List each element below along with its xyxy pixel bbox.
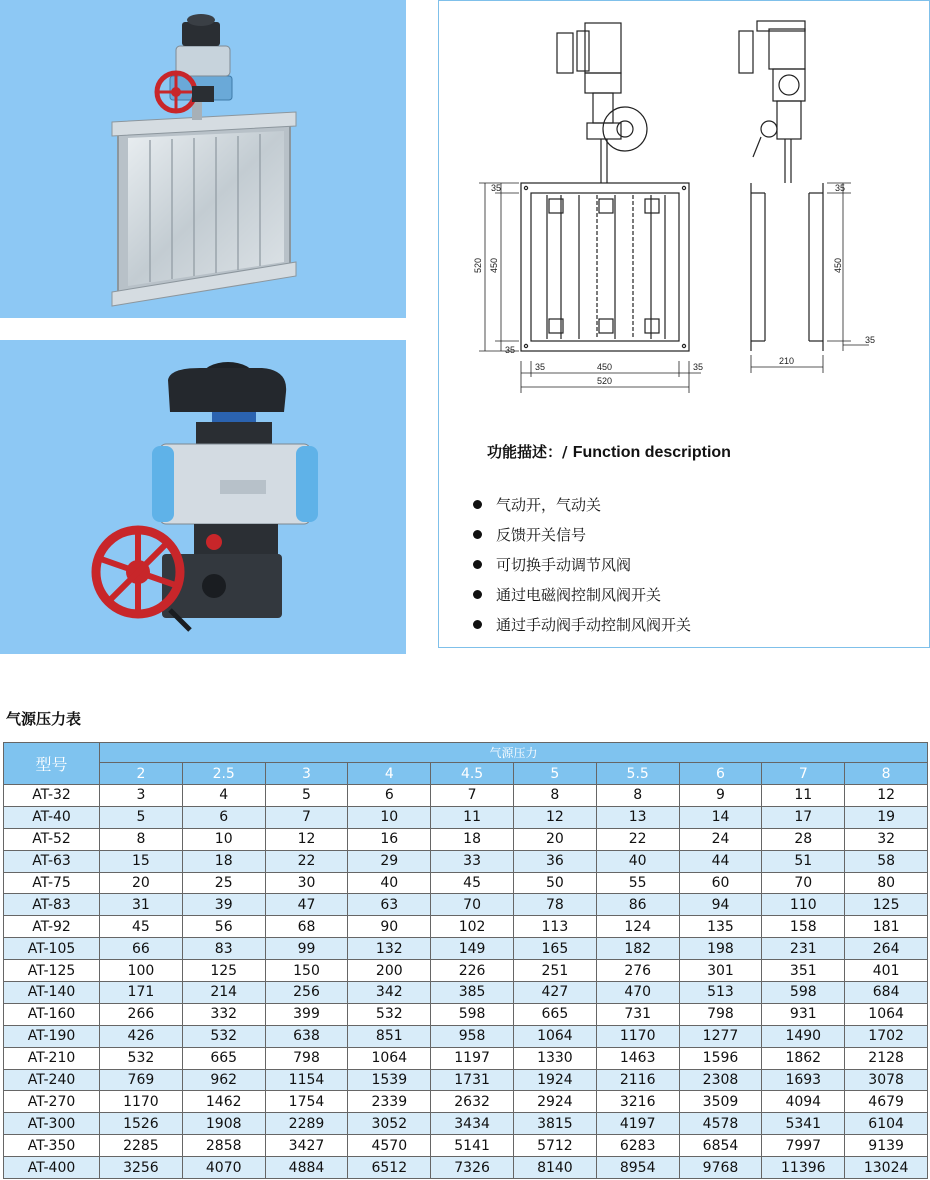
torque-cell: 55 [596, 872, 679, 894]
torque-cell: 110 [762, 894, 845, 916]
side-dimension-lines [751, 183, 869, 373]
torque-cell: 266 [100, 1003, 183, 1025]
pressure-column-header: 2 [100, 763, 183, 785]
torque-cell: 6283 [596, 1135, 679, 1157]
torque-cell: 56 [182, 916, 265, 938]
torque-cell: 3052 [348, 1113, 431, 1135]
torque-cell: 470 [596, 982, 679, 1004]
torque-cell: 4570 [348, 1135, 431, 1157]
torque-cell: 1064 [348, 1047, 431, 1069]
torque-cell: 158 [762, 916, 845, 938]
damper-illustration [0, 0, 406, 318]
torque-cell: 3216 [596, 1091, 679, 1113]
torque-cell: 47 [265, 894, 348, 916]
torque-cell: 5712 [513, 1135, 596, 1157]
dim-front-left-flange: 35 [535, 362, 546, 372]
torque-cell: 1731 [431, 1069, 514, 1091]
torque-cell: 8 [513, 785, 596, 807]
torque-cell: 2339 [348, 1091, 431, 1113]
pressure-table-body [4, 785, 928, 1179]
torque-cell: 532 [348, 1003, 431, 1025]
dim-front-inner-width: 450 [597, 362, 613, 372]
bullet-icon [473, 590, 482, 599]
torque-cell: 931 [762, 1003, 845, 1025]
torque-cell: 19 [845, 806, 928, 828]
torque-cell: 276 [596, 960, 679, 982]
torque-cell: 113 [513, 916, 596, 938]
torque-cell: 9768 [679, 1157, 762, 1179]
torque-cell: 125 [845, 894, 928, 916]
torque-cell: 401 [845, 960, 928, 982]
torque-cell: 231 [762, 938, 845, 960]
pressure-column-header: 2.5 [182, 763, 265, 785]
torque-cell: 1170 [100, 1091, 183, 1113]
bullet-icon [473, 530, 482, 539]
torque-cell: 100 [100, 960, 183, 982]
pressure-column-header: 4.5 [431, 763, 514, 785]
torque-cell: 7326 [431, 1157, 514, 1179]
pressure-column-header: 7 [762, 763, 845, 785]
torque-cell: 6512 [348, 1157, 431, 1179]
dim-side-inner-height: 450 [833, 257, 843, 273]
torque-cell: 32 [845, 828, 928, 850]
torque-cell: 851 [348, 1025, 431, 1047]
function-item [473, 489, 691, 519]
torque-cell: 4679 [845, 1091, 928, 1113]
torque-cell: 8954 [596, 1157, 679, 1179]
pressure-column-header: 5.5 [596, 763, 679, 785]
torque-cell: 15 [100, 850, 183, 872]
model-cell: AT-240 [4, 1069, 100, 1091]
dim-side-depth: 210 [779, 356, 795, 366]
torque-cell: 13 [596, 806, 679, 828]
torque-cell: 2289 [265, 1113, 348, 1135]
torque-cell: 1277 [679, 1025, 762, 1047]
torque-cell: 2128 [845, 1047, 928, 1069]
torque-cell: 1330 [513, 1047, 596, 1069]
torque-cell: 24 [679, 828, 762, 850]
torque-cell: 598 [762, 982, 845, 1004]
torque-cell: 14 [679, 806, 762, 828]
model-cell: AT-92 [4, 916, 100, 938]
dim-side-top-flange: 35 [835, 183, 846, 193]
torque-cell: 684 [845, 982, 928, 1004]
torque-cell: 214 [182, 982, 265, 1004]
torque-cell: 5 [100, 806, 183, 828]
model-cell: AT-270 [4, 1091, 100, 1113]
table-row [4, 828, 928, 850]
torque-cell: 94 [679, 894, 762, 916]
torque-cell: 351 [762, 960, 845, 982]
bullet-icon [473, 500, 482, 509]
front-dimension-lines [479, 183, 704, 393]
torque-cell: 256 [265, 982, 348, 1004]
torque-cell: 70 [762, 872, 845, 894]
torque-cell: 1463 [596, 1047, 679, 1069]
torque-cell: 7 [265, 806, 348, 828]
torque-cell: 12 [845, 785, 928, 807]
torque-cell: 22 [596, 828, 679, 850]
torque-cell: 264 [845, 938, 928, 960]
pressure-column-header: 3 [265, 763, 348, 785]
torque-cell: 798 [265, 1047, 348, 1069]
table-row [4, 850, 928, 872]
torque-cell: 150 [265, 960, 348, 982]
torque-cell: 342 [348, 982, 431, 1004]
model-cell: AT-75 [4, 872, 100, 894]
torque-cell: 4070 [182, 1157, 265, 1179]
torque-cell: 50 [513, 872, 596, 894]
torque-cell: 29 [348, 850, 431, 872]
torque-cell: 3427 [265, 1135, 348, 1157]
torque-cell: 3256 [100, 1157, 183, 1179]
torque-cell: 3509 [679, 1091, 762, 1113]
function-list [473, 489, 691, 639]
table-row [4, 1113, 928, 1135]
torque-cell: 99 [265, 938, 348, 960]
torque-cell: 513 [679, 982, 762, 1004]
torque-cell: 132 [348, 938, 431, 960]
torque-cell: 17 [762, 806, 845, 828]
torque-cell: 7997 [762, 1135, 845, 1157]
torque-cell: 1462 [182, 1091, 265, 1113]
dim-front-bottom-flange: 35 [505, 345, 516, 355]
torque-cell: 33 [431, 850, 514, 872]
torque-cell: 5 [265, 785, 348, 807]
model-cell: AT-125 [4, 960, 100, 982]
torque-cell: 665 [182, 1047, 265, 1069]
torque-cell: 1064 [513, 1025, 596, 1047]
torque-cell: 385 [431, 982, 514, 1004]
torque-cell: 135 [679, 916, 762, 938]
torque-cell: 182 [596, 938, 679, 960]
torque-cell: 3 [100, 785, 183, 807]
torque-cell: 18 [431, 828, 514, 850]
side-view [739, 21, 823, 351]
torque-cell: 4 [182, 785, 265, 807]
dim-front-total-width: 520 [597, 376, 613, 386]
table-row [4, 1091, 928, 1113]
torque-cell: 2285 [100, 1135, 183, 1157]
torque-cell: 962 [182, 1069, 265, 1091]
torque-cell: 4094 [762, 1091, 845, 1113]
model-cell: AT-400 [4, 1157, 100, 1179]
torque-cell: 25 [182, 872, 265, 894]
torque-cell: 44 [679, 850, 762, 872]
pressure-column-header: 5 [513, 763, 596, 785]
torque-cell: 1064 [845, 1003, 928, 1025]
table-row [4, 1003, 928, 1025]
pressure-column-header: 8 [845, 763, 928, 785]
function-item-text: 通过电磁阀控制风阀开关 [496, 585, 662, 604]
table-title: 气源压力表 [6, 710, 82, 728]
torque-cell: 4578 [679, 1113, 762, 1135]
dim-side-bottom-flange: 35 [865, 335, 876, 345]
torque-cell: 301 [679, 960, 762, 982]
model-cell: AT-52 [4, 828, 100, 850]
torque-cell: 532 [182, 1025, 265, 1047]
torque-cell: 6 [348, 785, 431, 807]
function-item [473, 519, 691, 549]
torque-cell: 8140 [513, 1157, 596, 1179]
table-row [4, 1069, 928, 1091]
torque-cell: 39 [182, 894, 265, 916]
pressure-column-header: 6 [679, 763, 762, 785]
pressure-group-header: 气源压力 [100, 743, 928, 763]
table-row [4, 938, 928, 960]
table-row [4, 916, 928, 938]
dim-front-inner-height: 450 [489, 257, 499, 273]
torque-cell: 8 [596, 785, 679, 807]
torque-cell: 1924 [513, 1069, 596, 1091]
torque-cell: 200 [348, 960, 431, 982]
dim-front-right-flange: 35 [693, 362, 704, 372]
table-row [4, 960, 928, 982]
pressure-header-row [4, 763, 928, 785]
function-title-cn: 功能描述：/ [487, 443, 568, 461]
torque-cell: 7 [431, 785, 514, 807]
torque-cell: 798 [679, 1003, 762, 1025]
torque-cell: 10 [348, 806, 431, 828]
torque-cell: 60 [679, 872, 762, 894]
torque-cell: 28 [762, 828, 845, 850]
table-row [4, 1135, 928, 1157]
torque-cell: 598 [431, 1003, 514, 1025]
torque-cell: 1702 [845, 1025, 928, 1047]
model-cell: AT-83 [4, 894, 100, 916]
torque-cell: 2632 [431, 1091, 514, 1113]
torque-cell: 958 [431, 1025, 514, 1047]
torque-cell: 1490 [762, 1025, 845, 1047]
table-row [4, 785, 928, 807]
torque-cell: 78 [513, 894, 596, 916]
torque-cell: 80 [845, 872, 928, 894]
torque-cell: 20 [100, 872, 183, 894]
torque-cell: 6104 [845, 1113, 928, 1135]
air-pressure-table [3, 742, 928, 1179]
dimension-drawing [439, 1, 930, 421]
torque-cell: 12 [265, 828, 348, 850]
damper-photo [0, 0, 406, 318]
torque-cell: 1693 [762, 1069, 845, 1091]
torque-cell: 124 [596, 916, 679, 938]
torque-cell: 86 [596, 894, 679, 916]
torque-cell: 83 [182, 938, 265, 960]
torque-cell: 31 [100, 894, 183, 916]
torque-cell: 198 [679, 938, 762, 960]
torque-cell: 1154 [265, 1069, 348, 1091]
torque-cell: 171 [100, 982, 183, 1004]
torque-cell: 68 [265, 916, 348, 938]
torque-cell: 251 [513, 960, 596, 982]
torque-cell: 16 [348, 828, 431, 850]
torque-cell: 9 [679, 785, 762, 807]
torque-cell: 8 [100, 828, 183, 850]
torque-cell: 1908 [182, 1113, 265, 1135]
torque-cell: 58 [845, 850, 928, 872]
model-cell: AT-210 [4, 1047, 100, 1069]
bullet-icon [473, 620, 482, 629]
torque-cell: 5141 [431, 1135, 514, 1157]
torque-cell: 3815 [513, 1113, 596, 1135]
function-title-en: Function description [572, 444, 731, 461]
torque-cell: 2308 [679, 1069, 762, 1091]
torque-cell: 63 [348, 894, 431, 916]
torque-cell: 5341 [762, 1113, 845, 1135]
technical-drawing-panel [438, 0, 930, 648]
dim-front-top-flange: 35 [491, 183, 502, 193]
torque-cell: 1170 [596, 1025, 679, 1047]
torque-cell: 2924 [513, 1091, 596, 1113]
torque-cell: 769 [100, 1069, 183, 1091]
torque-cell: 4884 [265, 1157, 348, 1179]
torque-cell: 332 [182, 1003, 265, 1025]
torque-cell: 11396 [762, 1157, 845, 1179]
torque-cell: 399 [265, 1003, 348, 1025]
table-row [4, 1047, 928, 1069]
model-cell: AT-105 [4, 938, 100, 960]
table-row [4, 1157, 928, 1179]
table-row [4, 894, 928, 916]
torque-cell: 12 [513, 806, 596, 828]
model-cell: AT-40 [4, 806, 100, 828]
torque-cell: 731 [596, 1003, 679, 1025]
torque-cell: 1197 [431, 1047, 514, 1069]
actuator-photo [0, 340, 406, 654]
model-cell: AT-32 [4, 785, 100, 807]
torque-cell: 2116 [596, 1069, 679, 1091]
torque-cell: 45 [100, 916, 183, 938]
model-column-header: 型号 [4, 743, 100, 785]
torque-cell: 18 [182, 850, 265, 872]
torque-cell: 90 [348, 916, 431, 938]
torque-cell: 638 [265, 1025, 348, 1047]
pressure-column-header: 4 [348, 763, 431, 785]
function-item-text: 通过手动阀手动控制风阀开关 [496, 615, 692, 634]
torque-cell: 149 [431, 938, 514, 960]
model-cell: AT-190 [4, 1025, 100, 1047]
torque-cell: 2858 [182, 1135, 265, 1157]
model-cell: AT-63 [4, 850, 100, 872]
model-cell: AT-300 [4, 1113, 100, 1135]
torque-cell: 9139 [845, 1135, 928, 1157]
torque-cell: 226 [431, 960, 514, 982]
torque-cell: 40 [596, 850, 679, 872]
torque-cell: 36 [513, 850, 596, 872]
torque-cell: 4197 [596, 1113, 679, 1135]
function-item [473, 549, 691, 579]
front-view [521, 23, 689, 351]
torque-cell: 45 [431, 872, 514, 894]
dim-front-total-height: 520 [473, 257, 483, 273]
torque-cell: 30 [265, 872, 348, 894]
function-item-text: 反馈开关信号 [496, 525, 587, 544]
torque-cell: 13024 [845, 1157, 928, 1179]
torque-cell: 1539 [348, 1069, 431, 1091]
function-item-text: 可切换手动调节风阀 [496, 555, 632, 574]
table-row [4, 872, 928, 894]
torque-cell: 70 [431, 894, 514, 916]
model-cell: AT-350 [4, 1135, 100, 1157]
table-row [4, 806, 928, 828]
actuator-illustration [0, 340, 406, 654]
function-item [473, 609, 691, 639]
table-row [4, 982, 928, 1004]
model-cell: AT-140 [4, 982, 100, 1004]
torque-cell: 1862 [762, 1047, 845, 1069]
torque-cell: 665 [513, 1003, 596, 1025]
torque-cell: 181 [845, 916, 928, 938]
torque-cell: 426 [100, 1025, 183, 1047]
torque-cell: 22 [265, 850, 348, 872]
table-row [4, 1025, 928, 1047]
torque-cell: 20 [513, 828, 596, 850]
torque-cell: 11 [762, 785, 845, 807]
bullet-icon [473, 560, 482, 569]
torque-cell: 3434 [431, 1113, 514, 1135]
torque-cell: 1526 [100, 1113, 183, 1135]
torque-cell: 532 [100, 1047, 183, 1069]
torque-cell: 10 [182, 828, 265, 850]
torque-cell: 6 [182, 806, 265, 828]
torque-cell: 102 [431, 916, 514, 938]
function-title [487, 441, 731, 462]
torque-cell: 125 [182, 960, 265, 982]
torque-cell: 6854 [679, 1135, 762, 1157]
function-item-text: 气动开，气动关 [496, 495, 602, 514]
torque-cell: 51 [762, 850, 845, 872]
torque-cell: 427 [513, 982, 596, 1004]
torque-cell: 11 [431, 806, 514, 828]
torque-cell: 165 [513, 938, 596, 960]
torque-cell: 66 [100, 938, 183, 960]
torque-cell: 40 [348, 872, 431, 894]
model-cell: AT-160 [4, 1003, 100, 1025]
torque-cell: 1754 [265, 1091, 348, 1113]
function-item [473, 579, 691, 609]
torque-cell: 1596 [679, 1047, 762, 1069]
torque-cell: 3078 [845, 1069, 928, 1091]
